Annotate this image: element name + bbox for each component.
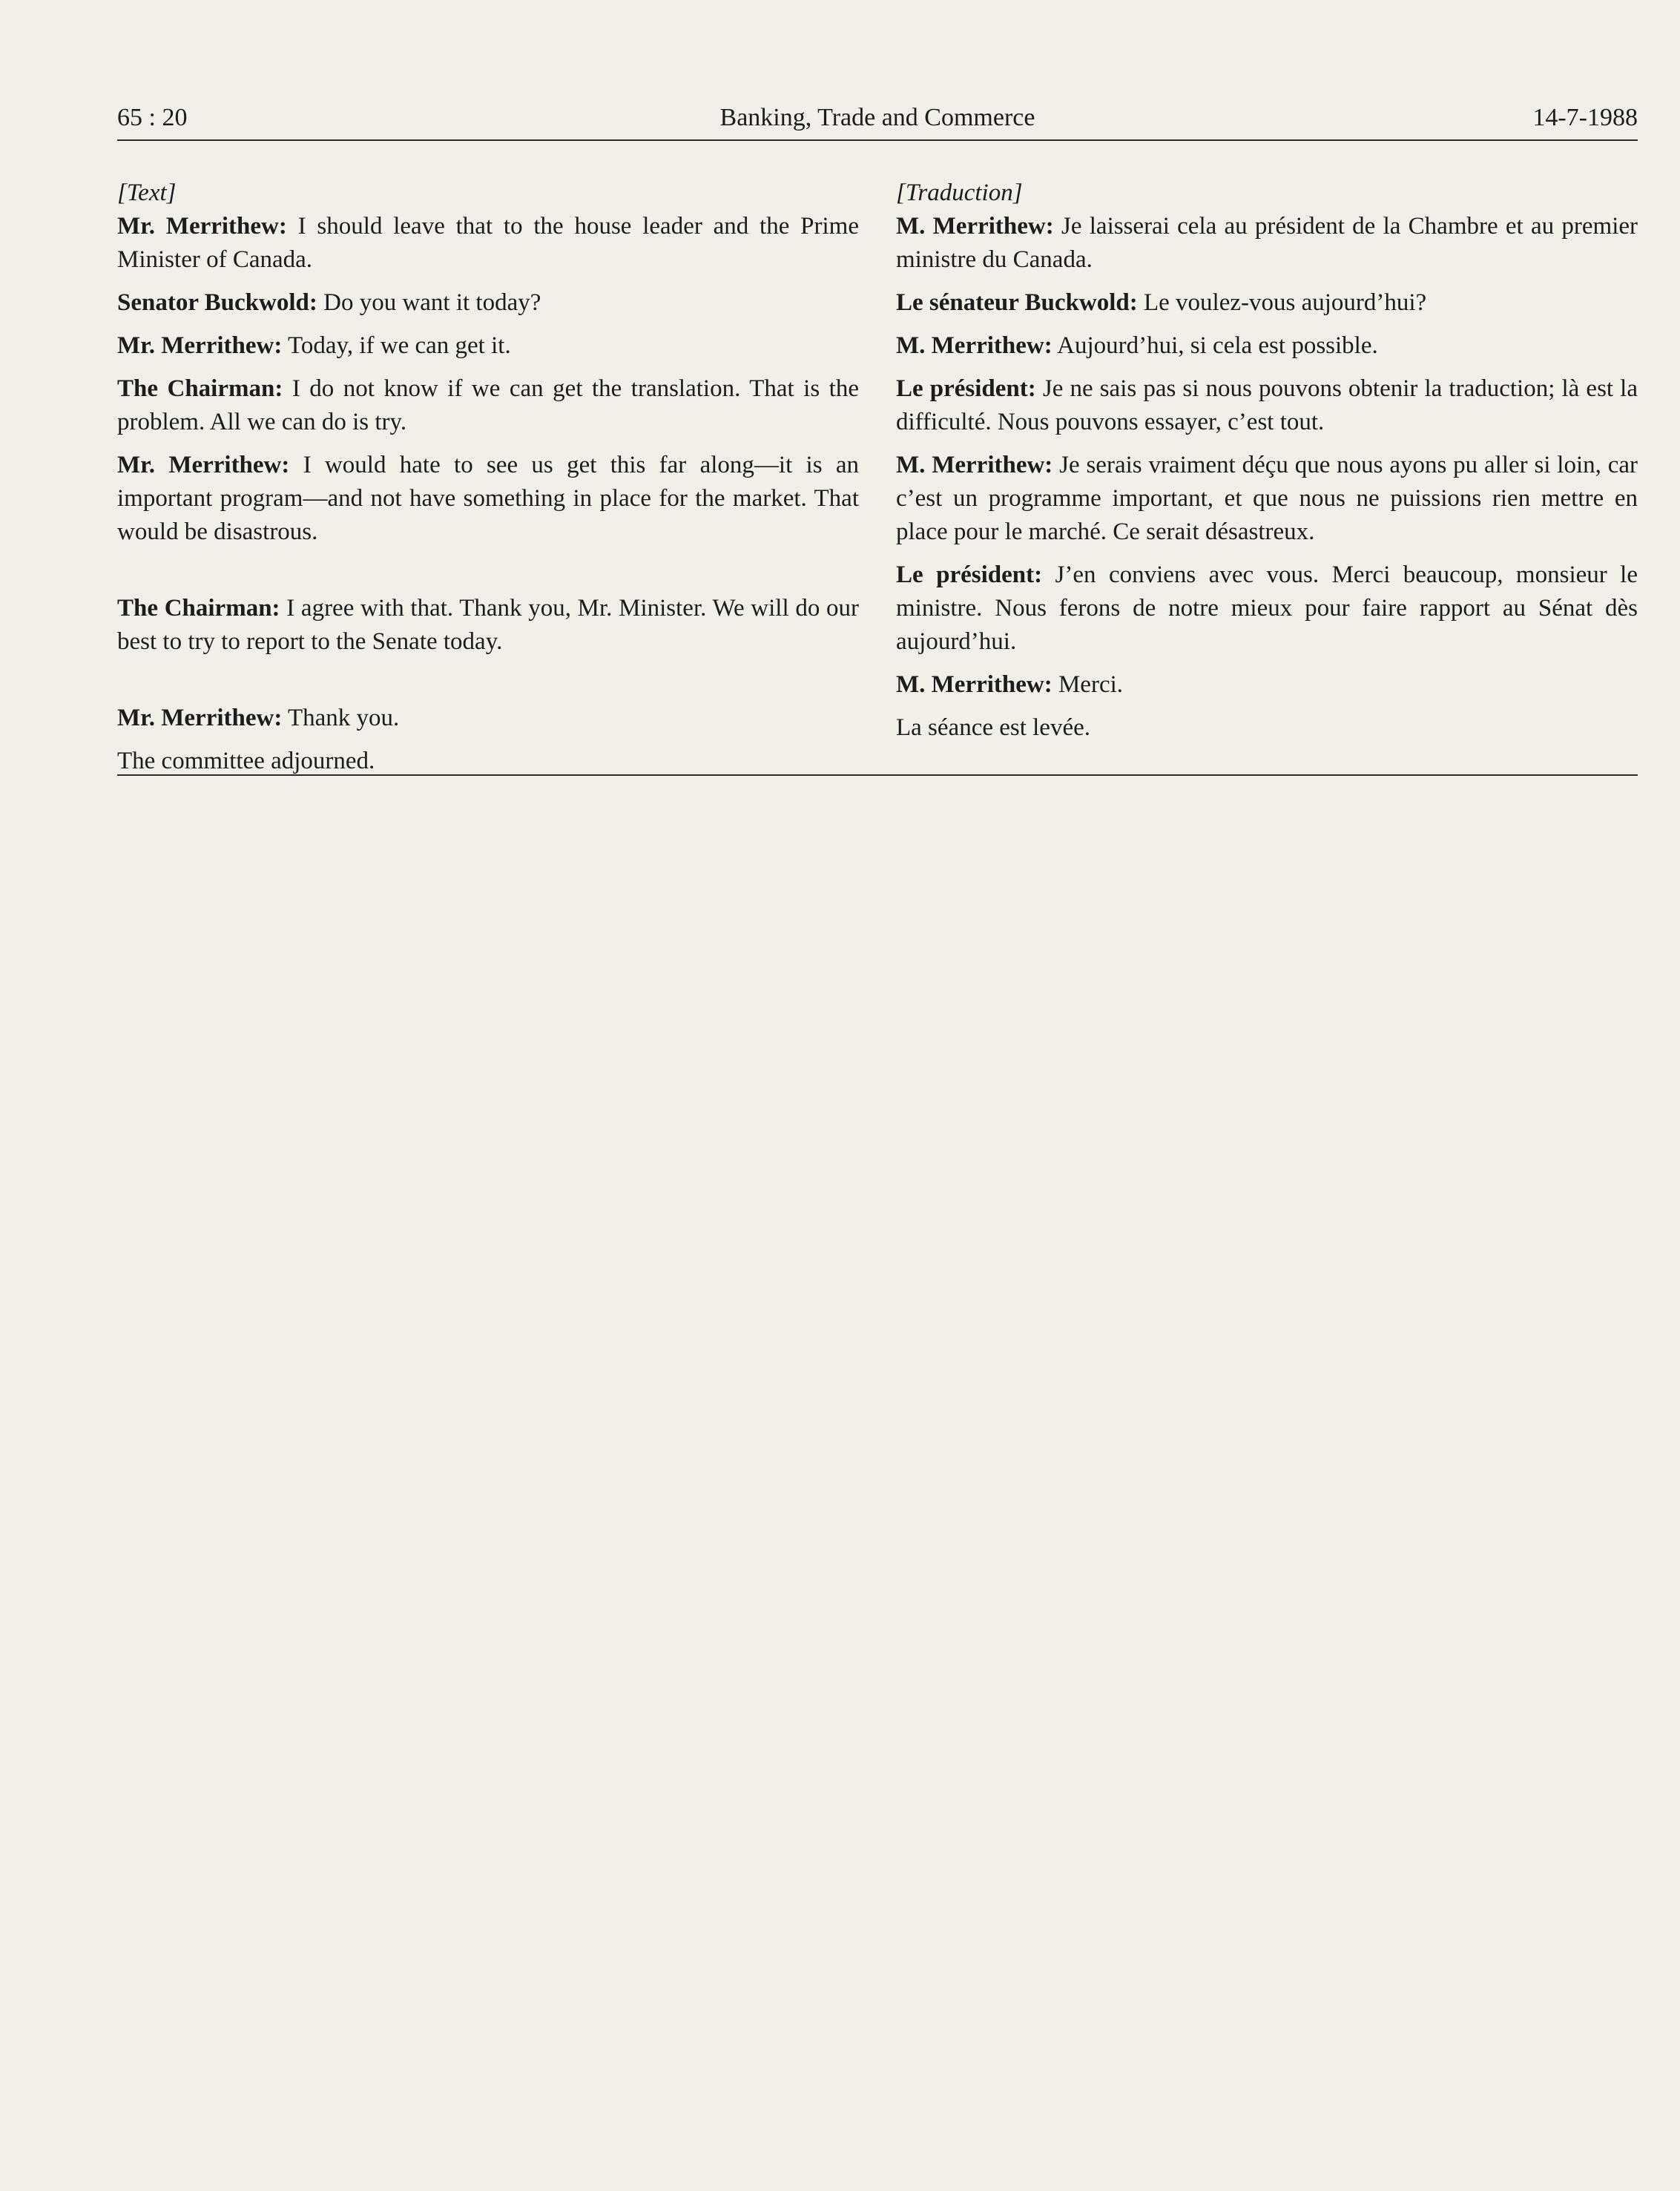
speaker-label: Mr. Merrithew:	[117, 332, 283, 359]
transcript-paragraph	[896, 559, 1638, 659]
speaker-label: M. Merrithew:	[896, 213, 1054, 240]
speaker-label: M. Merrithew:	[896, 332, 1053, 359]
transcript-paragraph	[117, 372, 859, 439]
column-marker: [Text]	[117, 179, 177, 206]
section-end-rule	[117, 774, 1638, 776]
header-date: 14-7-1988	[1532, 104, 1638, 131]
speaker-label: M. Merrithew:	[896, 452, 1053, 478]
speech-text: Je ne sais pas si nous pouvons obtenir la traduction; là est la difficulté. Nous pouvons essayer, c’est tout.	[896, 375, 1638, 435]
page-number: 65 : 20	[117, 104, 188, 131]
speech-text: I do not know if we can get the translation. That is the problem. All we can do is try.	[117, 375, 860, 435]
speaker-label: Senator Buckwold:	[117, 289, 317, 316]
speech-text: Merci.	[1052, 671, 1124, 698]
speech-text: Aujourd’hui, si cela est possible.	[1052, 332, 1378, 359]
transcript-paragraph	[117, 210, 859, 277]
speech-text: Today, if we can get it.	[282, 332, 511, 359]
transcript-paragraph	[117, 286, 859, 320]
speech-text: Do you want it today?	[317, 289, 541, 316]
column-marker-label: Traduction	[905, 179, 1013, 206]
transcript-paragraph	[896, 668, 1638, 702]
transcript-paragraph	[896, 329, 1638, 363]
column-marker-label: Text	[126, 179, 167, 206]
speaker-label: M. Merrithew:	[896, 671, 1053, 698]
header-rule	[117, 139, 1638, 141]
speaker-label: The Chairman:	[117, 595, 280, 622]
adjournment-note	[896, 711, 1638, 745]
speech-text: Le voulez-vous aujourd’hui?	[1137, 289, 1427, 316]
speech-text: Je laisserai cela au président de la Chambre et au premier ministre du Canada.	[896, 213, 1638, 273]
transcript-paragraph	[896, 210, 1638, 277]
speaker-label: Mr. Merrithew:	[117, 213, 287, 240]
transcript-paragraph	[117, 449, 859, 549]
bleed-through-texture-right	[875, 816, 1639, 2077]
speech-text: J’en conviens avec vous. Merci beaucoup, monsieur le ministre. Nous ferons de notre mieux pour faire rapport au Sénat dès aujourd’hui.	[896, 561, 1638, 655]
speaker-label: Le président:	[896, 375, 1036, 402]
page-header	[117, 104, 1638, 139]
transcript-paragraph	[896, 286, 1638, 320]
speaker-label: Le sénateur Buckwold:	[896, 289, 1138, 316]
speech-text: I agree with that. Thank you, Mr. Minister. We will do our best to try to report to the Senate today.	[117, 595, 860, 655]
speaker-label: Mr. Merrithew:	[117, 452, 290, 478]
speech-text: Thank you.	[282, 705, 400, 731]
speaker-label: Le président:	[896, 561, 1043, 588]
english-column	[117, 177, 859, 788]
transcript-paragraph	[117, 329, 859, 363]
adjournment-note	[117, 745, 859, 778]
transcript-paragraph	[896, 449, 1638, 549]
speech-text: La séance est levée.	[896, 714, 1091, 741]
transcript-paragraph	[117, 592, 859, 659]
running-title: Banking, Trade and Commerce	[719, 104, 1035, 131]
bleed-through-texture-left	[89, 816, 853, 2077]
speech-text: The committee adjourned.	[117, 748, 375, 774]
transcript-paragraph	[117, 702, 859, 735]
speech-text: I would hate to see us get this far along—it is an important program—and not have something in place for the market. That would be disastrous.	[117, 452, 859, 545]
speaker-label: Mr. Merrithew:	[117, 705, 283, 731]
speech-text: Je serais vraiment déçu que nous ayons pu aller si loin, car c’est un programme important, et que nous ne puissions rien mettre en place pour le marché. Ce serait désastreux.	[896, 452, 1638, 545]
speech-text: I should leave that to the house leader and the Prime Minister of Canada.	[117, 213, 859, 273]
column-marker: [Traduction]	[896, 179, 1023, 206]
transcript-paragraph	[896, 372, 1638, 439]
speaker-label: The Chairman:	[117, 375, 283, 402]
french-column	[896, 177, 1638, 754]
